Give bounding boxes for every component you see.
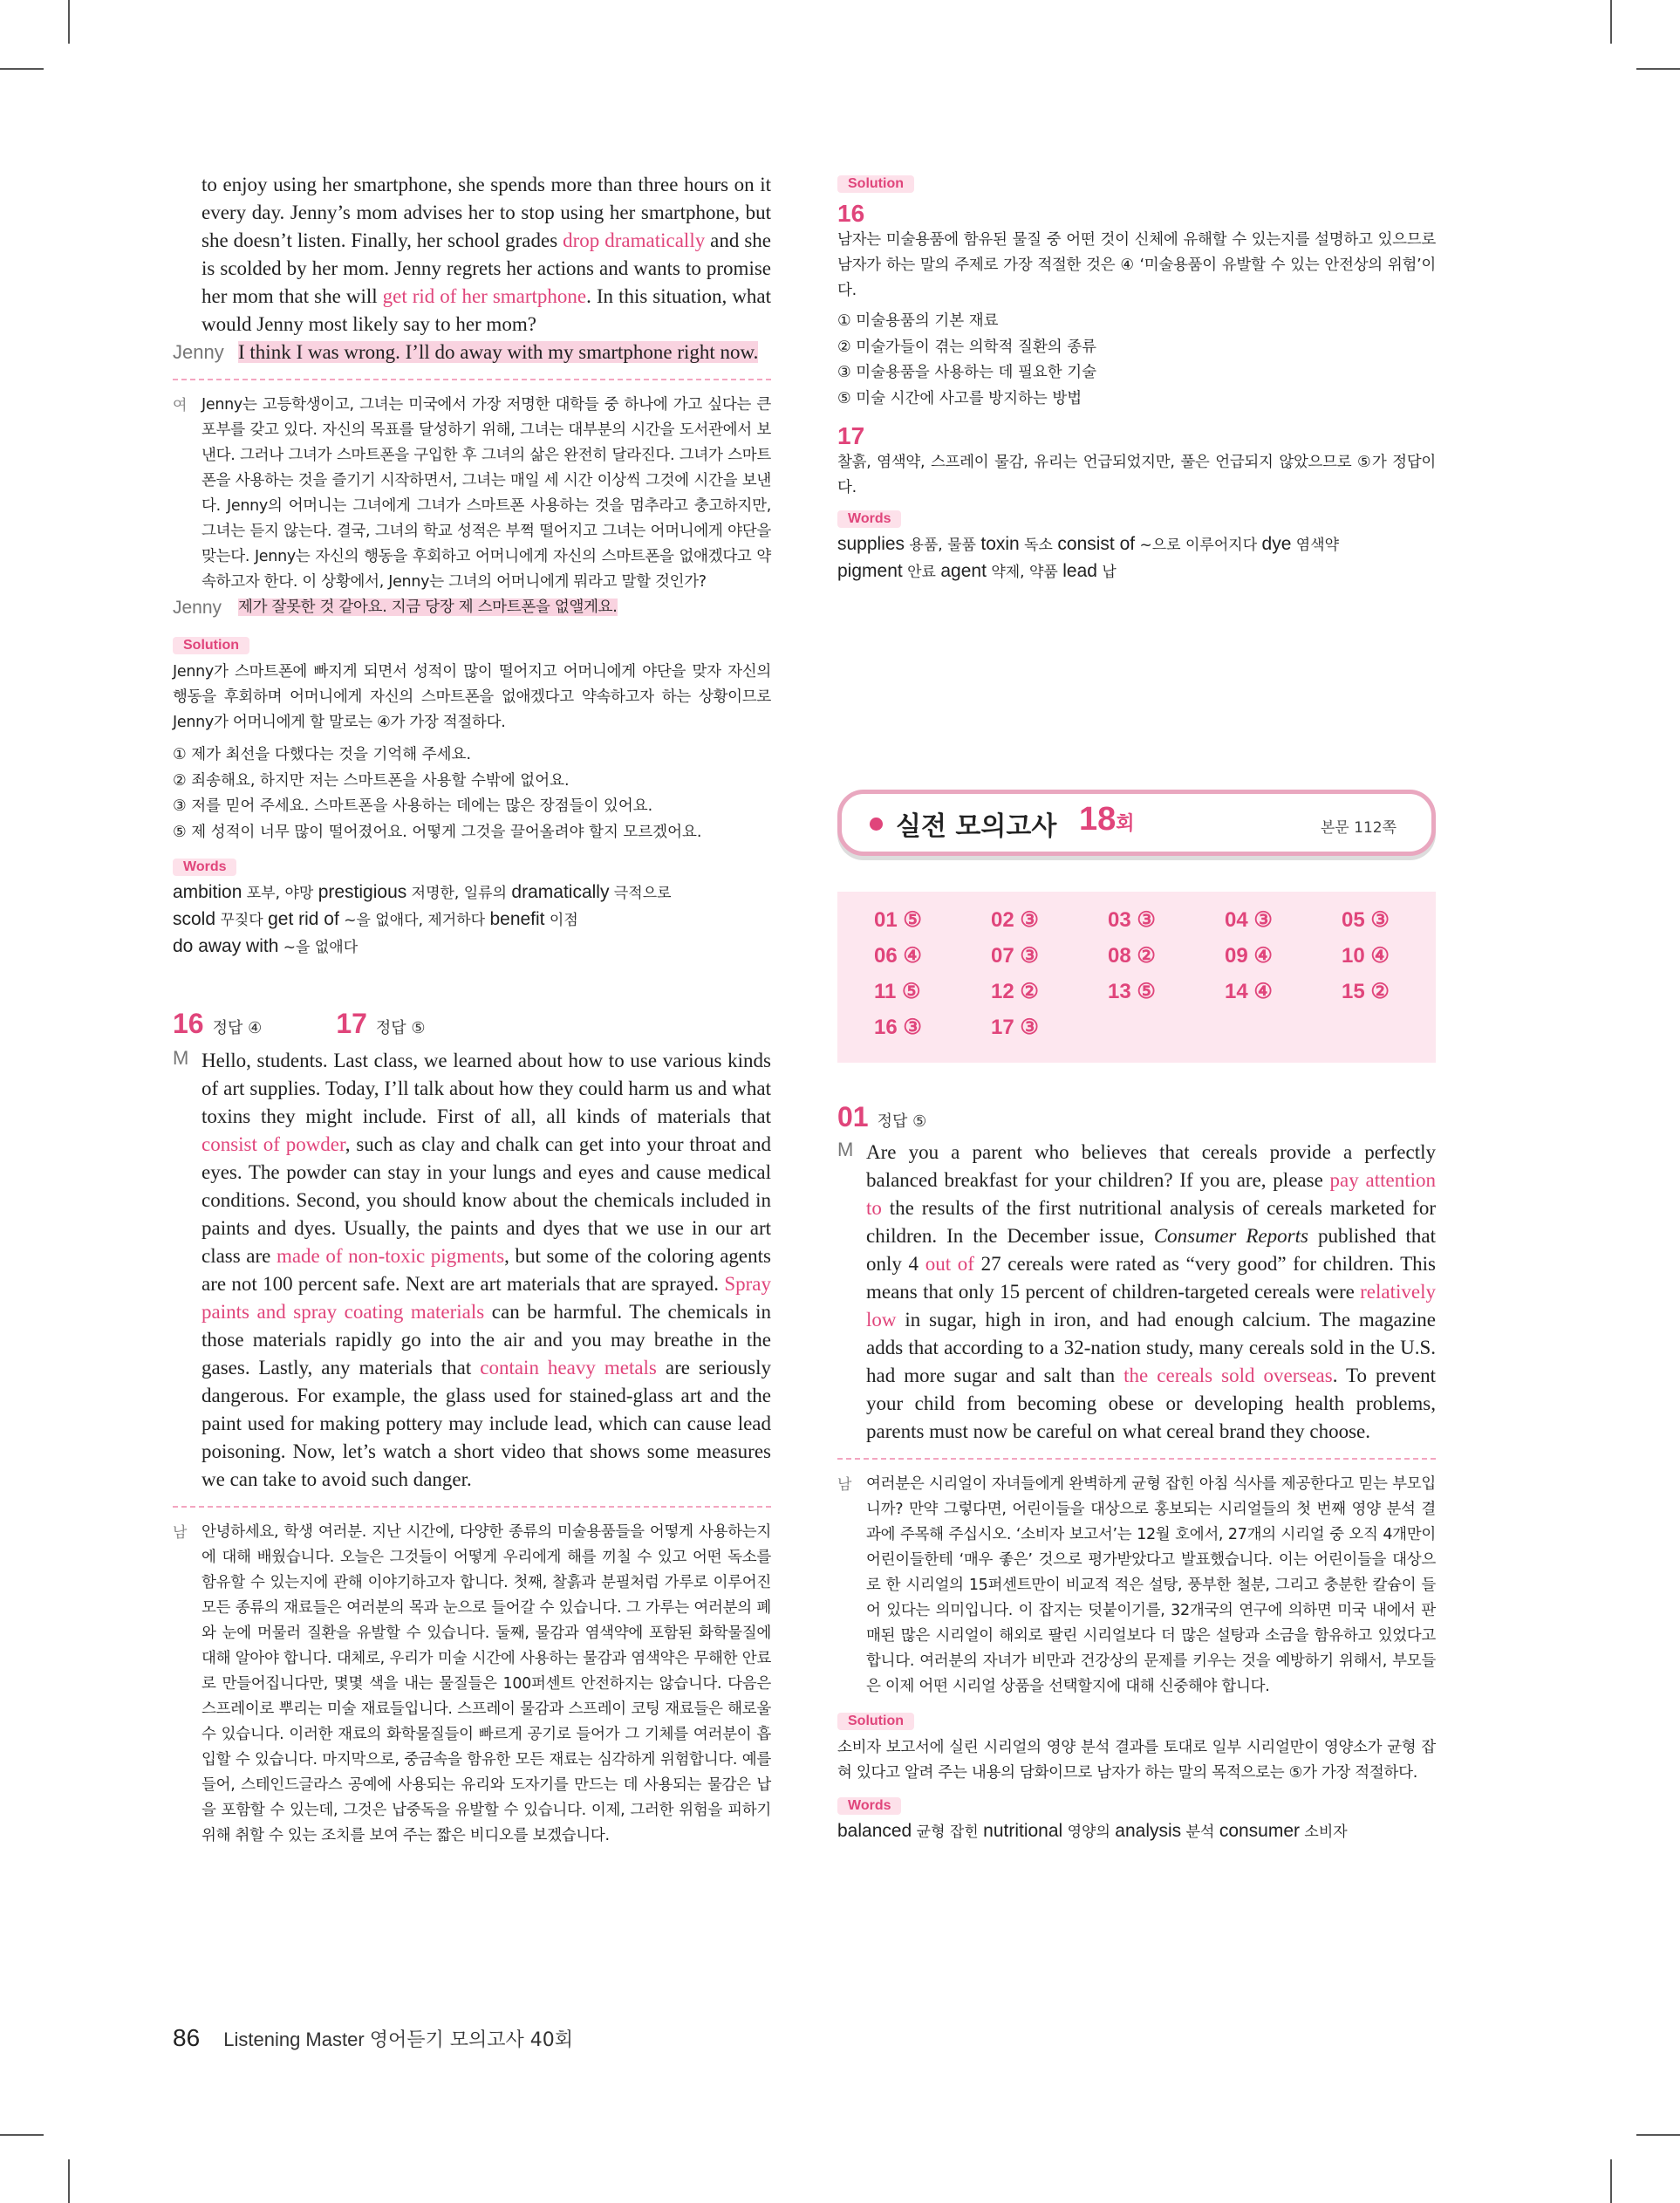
test-number: 18 xyxy=(1079,801,1117,838)
solution-number: 16 xyxy=(837,200,865,227)
footer-title-kor: 영어듣기 모의고사 40회 xyxy=(369,2029,574,2051)
words-line xyxy=(837,558,1436,585)
words-line xyxy=(173,879,771,907)
option-item: ⑤ 제 성적이 너무 많이 떨어졌어요. 어떻게 그것을 끌어올려야 할지 모르겠어요. xyxy=(173,823,702,841)
word-term: nutritional xyxy=(983,1821,1063,1841)
divider xyxy=(837,1458,1436,1460)
answer-key-item: 06 ④ xyxy=(874,944,922,968)
word-meaning: 염색약 xyxy=(1291,537,1340,554)
intro-part: to enjoy using her smartphone, she spends more than three hours on it every day. Jenny’s mom advises her to stop using her smartphone, but she doesn’t listen. Finally, her school grades xyxy=(201,174,771,251)
word-term: balanced xyxy=(837,1821,912,1841)
word-term: pigment xyxy=(837,561,903,581)
text-segment: the results of the first nutritional analysis of cereals marketed for children. In the December issue, xyxy=(866,1197,1436,1247)
crop-mark xyxy=(0,2134,44,2136)
words-list xyxy=(837,531,1436,585)
answer-key-item: 12 ② xyxy=(991,980,1039,1003)
footer-title-en: Listening Master xyxy=(223,2029,370,2050)
option-item: ② 죄송해요, 하지만 저는 스마트폰을 사용할 수밖에 없어요. xyxy=(173,771,570,790)
solution-text: 찰흙, 염색약, 스프레이 물감, 유리는 언급되었지만, 풀은 언급되지 않았으므로 ⑤가 정답이다. xyxy=(837,454,1436,496)
word-meaning: 독소 xyxy=(1019,537,1058,554)
answer-key-item: 17 ③ xyxy=(991,1016,1039,1039)
highlight-phrase: relatively low xyxy=(866,1281,1436,1331)
word-meaning: ~으로 이루어지다 xyxy=(1135,537,1262,554)
word-meaning: 포부, 야망 xyxy=(242,885,318,902)
intro-part: and she is scolded by her mom. Jenny regrets her actions and wants to promise her mom that she will xyxy=(201,229,772,307)
korean-translation-2 xyxy=(173,1520,771,1849)
words-line xyxy=(173,934,771,961)
answer-key-item: 07 ③ xyxy=(991,944,1039,968)
word-term: ambition xyxy=(173,882,242,902)
solution-tag: Solution xyxy=(837,175,914,193)
word-term: do away with xyxy=(173,936,279,956)
answer-key-item: 13 ⑤ xyxy=(1108,980,1156,1003)
highlight-phrase: out of xyxy=(925,1253,974,1275)
text-segment: can be harmful. The chemicals in those materials rapidly go into the air and you may breathe in the gases. Lastly, any materials that xyxy=(201,1301,771,1379)
word-meaning: 극적으로 xyxy=(609,885,672,902)
crop-mark xyxy=(1610,2159,1612,2203)
word-term: dye xyxy=(1261,534,1292,554)
right-column xyxy=(837,174,1436,585)
test-suffix: 회 xyxy=(1116,813,1135,835)
word-meaning: 이점 xyxy=(544,912,578,929)
solution-block xyxy=(837,1712,1436,1786)
word-meaning: 용품, 물품 xyxy=(905,537,981,554)
text-segment: . To prevent your child from becoming obese or developing health problems, parents must now be careful on what cereal brand they choose. xyxy=(866,1365,1436,1442)
monologue-16-17 xyxy=(173,1047,771,1494)
intro-passage xyxy=(173,171,771,339)
question-number: 17 xyxy=(336,1008,367,1039)
crop-mark xyxy=(0,68,44,70)
word-meaning: ~을 없애다 xyxy=(278,939,359,956)
korean-jenny-line xyxy=(173,595,771,620)
monologue-01 xyxy=(837,1139,1436,1446)
word-term: lead xyxy=(1062,561,1097,581)
text-segment: Are you a parent who believes that cereals provide a perfectly balanced breakfast for your children? If you are, please xyxy=(866,1141,1436,1191)
speaker-label: 남 xyxy=(173,1524,188,1542)
divider xyxy=(173,1506,771,1508)
footer-title xyxy=(223,2029,573,2051)
word-meaning: 분석 xyxy=(1181,1823,1219,1841)
word-meaning: 영양의 xyxy=(1062,1823,1116,1841)
word-term: analysis xyxy=(1115,1821,1182,1841)
option-item: ① 미술용품의 기본 재료 xyxy=(837,312,999,330)
page-number: 86 xyxy=(173,2024,201,2051)
answer-label: 정답 ⑤ xyxy=(375,1019,426,1037)
crop-mark xyxy=(1636,2134,1680,2136)
text-segment: published that only 4 xyxy=(866,1225,1436,1275)
korean-text: Jenny는 고등학생이고, 그녀는 미국에서 가장 저명한 대학들 중 하나에 가고 싶다는 큰 포부를 갖고 있다. 자신의 목표를 달성하기 위해, 그녀는 대부분의 시간을 도서관에서 보낸다. 그러나 그녀가 스마트폰을 구입한 후 그녀의 삶은 완전히 달라진다. 그녀가 스마트폰을 사용하는 것을 즐기기 시작하면서, 그녀는 매일 세 시간 이상씩 그것에 시간을 보낸다. Jenny의 어머니는 그녀에게 그녀가 스마트폰 사용하는 것을 멈추라고 충고하지만, 그녀는 듣지 않는다. 결국, 그녀의 학교 성적은 부쩍 떨어지고 그녀는 어머니에게 야단을 맞는다. Jenny는 자신의 행동을 후회하고 어머니에게 자신의 스마트폰을 없애겠다고 약속하고자 한다. 이 상황에서, Jenny는 그녀의 어머니에게 뭐라고 말할 것인가? xyxy=(201,396,771,591)
word-term: dramatically xyxy=(511,882,610,902)
option-item: ① 제가 최선을 다했다는 것을 기억해 주세요. xyxy=(173,746,472,763)
words-block xyxy=(173,858,771,961)
answer-key-item: 08 ② xyxy=(1108,944,1156,968)
monologue-text xyxy=(201,1047,771,1494)
speaker-label: 여 xyxy=(173,397,188,414)
answer-key-item: 14 ④ xyxy=(1225,980,1273,1003)
crop-mark xyxy=(68,0,70,44)
word-meaning: 저명한, 일류의 xyxy=(406,885,512,902)
bullet-dot xyxy=(870,818,883,831)
page-footer xyxy=(173,2024,573,2052)
speaker-label: M xyxy=(837,1139,854,1160)
answer-key-item: 16 ③ xyxy=(874,1016,922,1039)
speaker-label: M xyxy=(173,1047,189,1069)
text-segment: , such as clay and chalk can get into your throat and eyes. The powder can stay in your lungs and eyes and cause medical conditions. Second, you should know about the chemicals included in paints and dyes. Usually, the paints and dyes that we use in our art class are xyxy=(201,1133,772,1267)
option-list xyxy=(837,309,1436,412)
words-list xyxy=(173,879,771,961)
word-meaning: 납 xyxy=(1096,564,1117,581)
left-column xyxy=(173,171,771,1849)
speaker-label: Jenny xyxy=(173,598,222,618)
word-term: get rid of xyxy=(268,909,339,929)
question-header-01 xyxy=(837,1101,1436,1133)
speaker-label: 남 xyxy=(837,1476,852,1494)
solution-text: Jenny가 스마트폰에 빠지게 되면서 성적이 많이 떨어지고 어머니에게 야단을 맞자 자신의 행동을 후회하며 어머니에게 자신의 스마트폰을 없애겠다고 약속하고자 하는 상황이므로 Jenny가 어머니에게 할 말로는 ④가 가장 적절하다. xyxy=(173,663,771,731)
option-item: ③ 저를 믿어 주세요. 스마트폰을 사용하는 데에는 많은 장점들이 있어요. xyxy=(173,797,653,815)
highlight-phrase: made of non-toxic pigments xyxy=(276,1245,505,1267)
highlight-phrase: the cereals sold overseas xyxy=(1123,1365,1333,1386)
text-segment: Hello, students. Last class, we learned about how to use various kinds of art supplies. Today, I’ll talk about how they could harm us and what toxins they might include. First of all, all kinds of materials that xyxy=(201,1050,771,1127)
option-item: ⑤ 미술 시간에 사고를 방지하는 방법 xyxy=(837,389,1082,407)
text-segment: , but some of the coloring agents are not 100 percent safe. Next are art materials that are sprayed. xyxy=(201,1245,771,1295)
question-number: 16 xyxy=(173,1008,204,1039)
word-meaning: 안료 xyxy=(902,564,941,581)
korean-text: 안녕하세요, 학생 여러분. 지난 시간에, 다양한 종류의 미술용품들을 어떻게 사용하는지에 대해 배웠습니다. 오늘은 그것들이 어떻게 우리에게 해를 끼칠 수 있고 어떤 독소를 함유할 수 있는지에 관해 이야기하고자 합니다. 첫째, 찰흙과 분필처럼 가루로 이루어진 모든 종류의 재료들은 여러분의 목과 눈으로 들어갈 수 있습니다. 그 가루는 여러분의 폐와 눈에 머물러 질환을 유발할 수 있습니다. 둘째, 물감과 염색약에 포함된 화학물질에 대해 알아야 합니다. 대체로, 우리가 미술 시간에 사용하는 물감과 염색약은 무해한 안료로 만들어집니다만, 몇몇 색을 내는 물질들은 100퍼센트 안전하지는 않습니다. 다음은 스프레이로 뿌리는 미술 재료들입니다. 스프레이 물감과 스프레이 코팅 재료들은 해로울 수 있습니다. 이러한 재료의 화학물질들이 빠르게 공기로 들어가 그 기체를 여러분이 흡입할 수 있습니다. 마지막으로, 중금속을 함유한 모든 재료는 심각하게 위험합니다. 예를 들어, 스테인드글라스 공예에 사용되는 유리와 도자기를 만드는 데 사용되는 물감은 납을 포함할 수 있는데, 그것은 납중독을 유발할 수 있습니다. 이제, 그러한 위험을 피하기 위해 취할 수 있는 조치를 보여 주는 짧은 비디오를 보겠습니다. xyxy=(201,1523,771,1844)
text-segment: are seriously dangerous. For example, the glass used for stained-glass art and the paint used for making pottery may include lead, which can cause lead poisoning. Now, let’s watch a short video that shows some measures we can take to avoid such danger. xyxy=(201,1357,771,1490)
words-line xyxy=(837,531,1436,558)
intro-part: . In this situation, what would Jenny most likely say to her mom? xyxy=(201,285,771,335)
word-meaning: 약제, 약품 xyxy=(986,564,1063,581)
korean-translation-1 xyxy=(173,393,771,595)
highlight-phrase: consist of powder xyxy=(201,1133,345,1155)
text-segment: Consumer Reports xyxy=(1153,1225,1308,1247)
word-term: benefit xyxy=(489,909,545,929)
solution-tag: Solution xyxy=(173,637,249,654)
test-number-group xyxy=(1079,801,1135,838)
word-term: toxin xyxy=(980,534,1020,554)
question-header-16-17 xyxy=(173,1008,771,1040)
highlight-phrase: drop dramatically xyxy=(563,229,706,251)
words-tag: Words xyxy=(837,1797,901,1815)
answer-label: 정답 ⑤ xyxy=(877,1112,927,1131)
answer-grid xyxy=(837,892,1436,1063)
solution-block xyxy=(173,636,771,845)
words-tag: Words xyxy=(837,510,901,528)
highlight-phrase: get rid of her smartphone xyxy=(382,285,587,307)
korean-jenny-highlight: 제가 잘못한 것 같아요. 지금 당장 제 스마트폰을 없앨게요. xyxy=(238,599,618,616)
solution-number: 17 xyxy=(837,422,865,449)
word-term: consist of xyxy=(1057,534,1136,554)
option-list xyxy=(173,742,771,845)
jenny-line-text: I think I was wrong. I’ll do away with my smartphone right now. xyxy=(238,341,759,363)
answer-key-item: 02 ③ xyxy=(991,908,1039,932)
crop-mark xyxy=(1610,0,1612,44)
text-segment: 27 cereals were rated as “very good” for children. This means that only 15 percent of children-targeted cereals were xyxy=(866,1253,1436,1303)
option-item: ③ 미술용품을 사용하는 데 필요한 기술 xyxy=(837,364,1097,381)
word-meaning: 꾸짖다 xyxy=(215,912,269,929)
highlight-phrase: Spray paints and spray coating materials xyxy=(201,1273,771,1323)
korean-jenny-text xyxy=(238,595,771,620)
test-title: 실전 모의고사 xyxy=(896,811,1057,842)
answer-key-item: 15 ② xyxy=(1342,980,1390,1003)
option-item: ② 미술가들이 겪는 의학적 질환의 종류 xyxy=(837,338,1097,356)
highlight-phrase: pay attention to xyxy=(866,1169,1436,1219)
korean-text: 여러분은 시리얼이 자녀들에게 완벽하게 균형 잡힌 아침 식사를 제공한다고 믿는 부모입니까? 만약 그렇다면, 어린이들을 대상으로 홍보되는 시리얼들의 첫 번째 영양 분석 결과에 주목해 주십시오. ‘소비자 보고서’는 12월 호에서, 27개의 시리얼 중 오직 4개만이 어린이들한테 ‘매우 좋은’ 것으로 평가받았다고 발표했습니다. 이는 어린이들을 대상으로 한 시리얼의 15퍼센트만이 비교적 적은 설탕, 풍부한 철분, 그리고 충분한 칼슘이 들어 있다는 의미입니다. 이 잡지는 덧붙이기를, 32개국의 연구에 의하면 미국 내에서 판매된 많은 시리얼이 해외로 팔린 시리얼보다 더 많은 설탕과 소금을 함유하고 있었다고 합니다. 여러분의 자녀가 비만과 건강상의 문제를 키우는 것을 예방하기 위해서, 부모들은 이제 어떤 시리얼 상품을 선택할지에 대해 신중해야 합니다. xyxy=(866,1475,1436,1695)
answer-key-item: 05 ③ xyxy=(1342,908,1390,932)
answer-key-item: 01 ⑤ xyxy=(874,908,922,932)
intro-text xyxy=(201,171,771,339)
answer-key-item: 09 ④ xyxy=(1225,944,1273,968)
answer-key-item: 03 ③ xyxy=(1108,908,1156,932)
crop-mark xyxy=(1636,68,1680,70)
highlight-phrase: contain heavy metals xyxy=(480,1357,657,1379)
words-line xyxy=(173,907,771,934)
words-list xyxy=(837,1818,1436,1845)
page-reference: 본문 112쪽 xyxy=(1320,819,1397,837)
test-banner xyxy=(837,790,1436,856)
words-block xyxy=(837,510,1436,585)
word-meaning: 균형 잡힌 xyxy=(912,1823,984,1841)
korean-translation-3 xyxy=(837,1472,1436,1700)
word-term: prestigious xyxy=(318,882,407,902)
divider xyxy=(173,379,771,380)
words-line xyxy=(837,1818,1436,1845)
answer-key-item: 04 ③ xyxy=(1225,908,1273,932)
answer-key-item: 11 ⑤ xyxy=(874,980,921,1003)
monologue-text xyxy=(866,1139,1436,1446)
words-tag: Words xyxy=(173,859,236,876)
word-term: consumer xyxy=(1219,1821,1301,1841)
answer-label: 정답 ④ xyxy=(212,1019,263,1037)
jenny-answer-line xyxy=(173,339,771,366)
text-segment: in sugar, high in iron, and had enough calcium. The magazine adds that according to a 32-nation study, many cereals sold in the U.S. had more sugar and salt than xyxy=(866,1309,1436,1386)
jenny-line xyxy=(238,339,771,366)
solution-text: 소비자 보고서에 실린 시리얼의 영양 분석 결과를 토대로 일부 시리얼만이 영양소가 균형 잡혀 있다고 알려 주는 내용의 담화이므로 남자가 하는 말의 목적으로는 ⑤가 가장 적절하다. xyxy=(837,1739,1436,1782)
word-term: scold xyxy=(173,909,216,929)
right-column-lower xyxy=(837,1101,1436,1845)
question-number: 01 xyxy=(837,1101,869,1132)
solution-text: 남자는 미술용품에 함유된 물질 중 어떤 것이 신체에 유해할 수 있는지를 설명하고 있으므로 남자가 하는 말의 주제로 가장 적절한 것은 ④ ‘미술용품이 유발할 수 있는 안전상의 위험’이다. xyxy=(837,231,1436,299)
answer-key-item: 10 ④ xyxy=(1342,944,1390,968)
word-meaning: ~을 없애다, 제거하다 xyxy=(338,912,490,929)
speaker-label: Jenny xyxy=(173,341,224,363)
solution-tag: Solution xyxy=(837,1713,914,1730)
crop-mark xyxy=(68,2159,70,2203)
word-meaning: 소비자 xyxy=(1300,1823,1348,1841)
word-term: agent xyxy=(940,561,987,581)
word-term: supplies xyxy=(837,534,905,554)
words-block xyxy=(837,1796,1436,1845)
